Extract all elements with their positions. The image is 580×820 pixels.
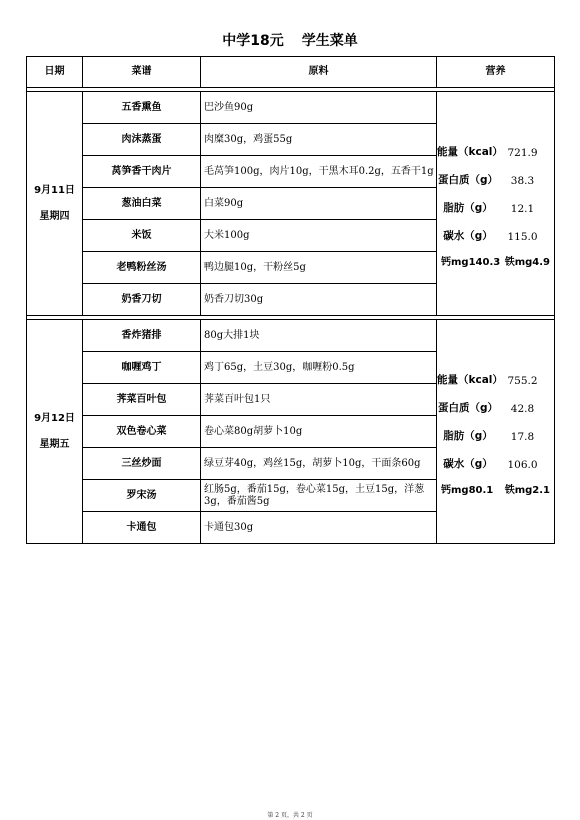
- dish-ingredients: 白菜90g: [201, 188, 437, 220]
- dish-ingredients: 鸭边腿10g，干粉丝5g: [201, 252, 437, 284]
- dish-name: 双色卷心菜: [83, 416, 201, 448]
- dish-ingredients: 鸡丁65g，土豆30g，咖喱粉0.5g: [201, 352, 437, 384]
- protein-value: 38.3: [510, 174, 535, 187]
- dish-name: 葱油白菜: [83, 188, 201, 220]
- dish-ingredients: 80g大排1块: [201, 320, 437, 352]
- nutrition-minerals: [437, 479, 554, 497]
- carb-label: 碳水（g）: [443, 458, 493, 470]
- calcium-value: 钙mg140.3: [441, 256, 501, 268]
- iron-value: 铁mg4.9: [504, 256, 550, 268]
- nutrition-minerals: [437, 251, 554, 269]
- dish-ingredients: 奶香刀切30g: [201, 284, 437, 316]
- protein-label: 蛋白质（g）: [437, 402, 499, 414]
- iron-value: 铁mg2.1: [504, 484, 550, 496]
- title-school: 中学18元: [222, 33, 284, 49]
- header-recipe: 菜谱: [83, 57, 201, 88]
- dish-name: 咖喱鸡丁: [83, 352, 201, 384]
- nutrition-carb: [437, 451, 554, 479]
- day-weekday: 星期五: [39, 438, 70, 450]
- dish-ingredients: 卷心菜80g胡萝卜10g: [201, 416, 437, 448]
- fat-value: 12.1: [510, 202, 535, 215]
- dish-ingredients: 荠菜百叶包1只: [201, 384, 437, 416]
- nutrition-cell: [437, 92, 555, 316]
- nutrition-energy: [437, 139, 554, 167]
- title-name: 学生菜单: [301, 33, 358, 49]
- dish-ingredients: 肉糜30g，鸡蛋55g: [201, 124, 437, 156]
- energy-value: 721.9: [507, 146, 538, 159]
- dish-name: 奶香刀切: [83, 284, 201, 316]
- carb-label: 碳水（g）: [443, 230, 493, 242]
- day-cell: [27, 320, 83, 544]
- nutrition-carb: [437, 223, 554, 251]
- header-ingredients: 原料: [201, 57, 437, 88]
- dish-name: 米饭: [83, 220, 201, 252]
- calcium-value: 钙mg80.1: [441, 484, 494, 496]
- header-nutrition: 营养: [437, 57, 555, 88]
- dish-name: 五香熏鱼: [83, 92, 201, 124]
- fat-label: 脂肪（g）: [443, 430, 493, 442]
- dish-name: 莴笋香干肉片: [83, 156, 201, 188]
- carb-value: 106.0: [507, 458, 538, 471]
- dish-name: 罗宋汤: [83, 480, 201, 512]
- dish-ingredients: 大米100g: [201, 220, 437, 252]
- dish-ingredients: 红肠5g，番茄15g，卷心菜15g，土豆15g，洋葱3g，番茄酱5g: [201, 480, 437, 512]
- fat-label: 脂肪（g）: [443, 202, 493, 214]
- fat-value: 17.8: [510, 430, 535, 443]
- day-cell: [27, 92, 83, 316]
- day-weekday: 星期四: [39, 210, 70, 222]
- dish-name: 荠菜百叶包: [83, 384, 201, 416]
- dish-name: 卡通包: [83, 512, 201, 544]
- nutrition-cell: [437, 320, 555, 544]
- table-row: [27, 92, 555, 124]
- dish-ingredients: 卡通包30g: [201, 512, 437, 544]
- dish-name: 香炸猪排: [83, 320, 201, 352]
- menu-table: [26, 56, 555, 544]
- page-footer: 第 2 页，共 2 页: [267, 812, 313, 819]
- day-date: 9月11日: [34, 184, 75, 196]
- nutrition-energy: [437, 367, 554, 395]
- dish-ingredients: 绿豆芽40g，鸡丝15g，胡萝卜10g，干面条60g: [201, 448, 437, 480]
- nutrition-protein: [437, 167, 554, 195]
- dish-ingredients: 毛莴笋100g，肉片10g，干黑木耳0.2g，五香干1g: [201, 156, 437, 188]
- energy-label: 能量（kcal）: [437, 146, 503, 158]
- protein-label: 蛋白质（g）: [437, 174, 499, 186]
- nutrition-fat: [437, 423, 554, 451]
- table-row: [27, 320, 555, 352]
- carb-value: 115.0: [507, 230, 538, 243]
- dish-ingredients: 巴沙鱼90g: [201, 92, 437, 124]
- energy-value: 755.2: [507, 374, 538, 387]
- table-header-row: [27, 57, 555, 88]
- dish-name: 肉沫蒸蛋: [83, 124, 201, 156]
- day-date: 9月12日: [34, 412, 75, 424]
- page-title: [0, 30, 580, 50]
- nutrition-fat: [437, 195, 554, 223]
- energy-label: 能量（kcal）: [437, 374, 503, 386]
- dish-name: 三丝炒面: [83, 448, 201, 480]
- nutrition-protein: [437, 395, 554, 423]
- protein-value: 42.8: [510, 402, 535, 415]
- dish-name: 老鸭粉丝汤: [83, 252, 201, 284]
- header-date: 日期: [27, 57, 83, 88]
